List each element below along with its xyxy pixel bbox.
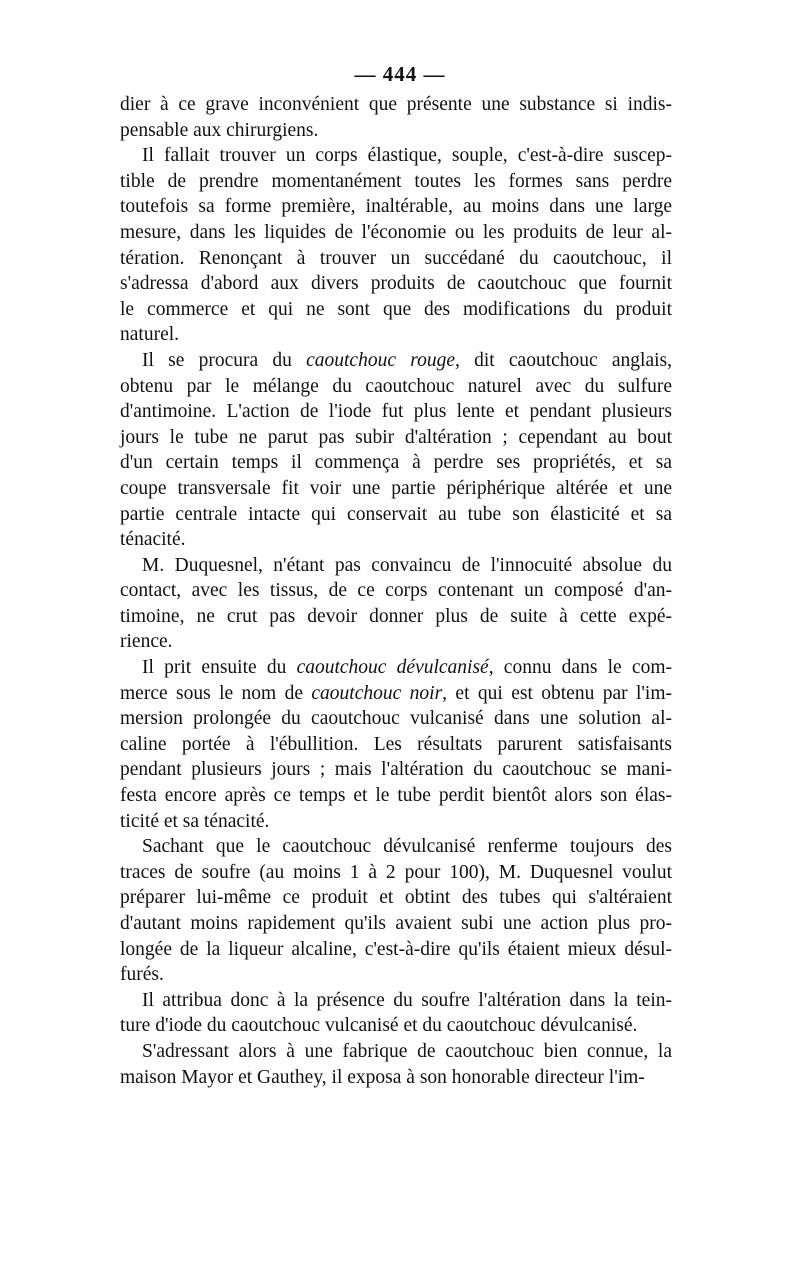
paragraph bbox=[120, 143, 672, 348]
text-line bbox=[120, 962, 672, 988]
paragraph bbox=[120, 655, 672, 834]
text-line bbox=[120, 476, 672, 502]
text-line bbox=[120, 348, 672, 374]
text-line bbox=[120, 246, 672, 272]
text-segment: le commerce et qui ne sont que des modifications du produit bbox=[120, 298, 672, 320]
text-segment: mersion prolongée du caoutchouc vulcanisé dans une solution al- bbox=[120, 708, 672, 730]
text-segment: préparer lui-même ce produit et obtint des tubes qui s'altéraient bbox=[120, 887, 672, 909]
text-segment: Il attribua donc à la présence du soufre l'altération dans la tein- bbox=[142, 989, 672, 1011]
text-line bbox=[120, 1013, 672, 1039]
text-segment: Il prit ensuite du bbox=[142, 657, 297, 679]
text-segment: caline portée à l'ébullition. Les résultats parurent satisfaisants bbox=[120, 733, 672, 755]
text-segment: , et qui est obtenu par l'im- bbox=[442, 682, 673, 704]
text-segment: pendant plusieurs jours ; mais l'altération du caoutchouc se mani- bbox=[120, 759, 672, 781]
text-segment: M. Duquesnel, n'étant pas convaincu de l'innocuité absolue du bbox=[142, 554, 672, 576]
paragraph bbox=[120, 1039, 672, 1090]
text-line bbox=[120, 911, 672, 937]
text-line bbox=[120, 399, 672, 425]
text-segment: contact, avec les tissus, de ce corps contenant un composé d'an- bbox=[120, 580, 672, 602]
text-line bbox=[120, 1039, 672, 1065]
text-line bbox=[120, 860, 672, 886]
text-line bbox=[120, 322, 672, 348]
paragraph bbox=[120, 348, 672, 553]
text-segment: furés. bbox=[120, 964, 164, 986]
text-segment: toutefois sa forme première, inaltérable, au moins dans une large bbox=[120, 196, 672, 218]
italic-text: caoutchouc dévulcanisé bbox=[296, 657, 489, 679]
text-segment: Il se procura du bbox=[142, 349, 307, 371]
text-line bbox=[120, 732, 672, 758]
text-segment: d'un certain temps il commença à perdre ses propriétés, et sa bbox=[120, 452, 672, 474]
text-line bbox=[120, 885, 672, 911]
text-line bbox=[120, 527, 672, 553]
text-line bbox=[120, 604, 672, 630]
paragraph bbox=[120, 988, 672, 1039]
text-segment: rience. bbox=[120, 631, 173, 653]
paragraph bbox=[120, 834, 672, 988]
text-segment: merce sous le nom de bbox=[120, 682, 312, 704]
text-line bbox=[120, 834, 672, 860]
text-line bbox=[120, 118, 672, 144]
text-segment: S'adressant alors à une fabrique de caoutchouc bien connue, la bbox=[142, 1040, 672, 1062]
text-line bbox=[120, 655, 672, 681]
italic-text: caoutchouc noir bbox=[311, 682, 443, 704]
text-segment: coupe transversale fit voir une partie périphérique altérée et une bbox=[120, 477, 672, 499]
text-line bbox=[120, 681, 672, 707]
text-line bbox=[120, 143, 672, 169]
text-segment: s'adressa d'abord aux divers produits de caoutchouc que fournit bbox=[120, 273, 672, 295]
text-line bbox=[120, 809, 672, 835]
text-segment: partie centrale intacte qui conservait au tube son élasticité et sa bbox=[120, 503, 672, 525]
body-text bbox=[120, 92, 672, 1090]
text-segment: traces de soufre (au moins 1 à 2 pour 100), M. Duquesnel voulut bbox=[120, 861, 672, 883]
text-segment: , dit caoutchouc anglais, bbox=[454, 349, 673, 371]
text-line bbox=[120, 937, 672, 963]
text-line bbox=[120, 297, 672, 323]
text-line bbox=[120, 450, 672, 476]
text-segment: obtenu par le mélange du caoutchouc naturel avec du sulfure bbox=[120, 375, 672, 397]
paragraph bbox=[120, 553, 672, 655]
text-line bbox=[120, 757, 672, 783]
text-line bbox=[120, 988, 672, 1014]
text-line bbox=[120, 1065, 672, 1091]
text-segment: dier à ce grave inconvénient que présente une substance si indis- bbox=[120, 94, 672, 115]
text-segment: ticité et sa ténacité. bbox=[120, 810, 270, 832]
text-line bbox=[120, 220, 672, 246]
text-line bbox=[120, 169, 672, 195]
text-line bbox=[120, 425, 672, 451]
text-segment: ténacité. bbox=[120, 529, 186, 551]
text-segment: Sachant que le caoutchouc dévulcanisé renferme toujours des bbox=[142, 836, 672, 858]
text-segment: maison Mayor et Gauthey, il exposa à son honorable directeur l'im- bbox=[120, 1066, 645, 1088]
text-segment: d'autant moins rapidement qu'ils avaient subi une action plus pro- bbox=[120, 913, 672, 934]
text-line bbox=[120, 92, 672, 118]
text-segment: jours le tube ne parut pas subir d'altération ; cependant au bout bbox=[120, 426, 672, 448]
italic-text: caoutchouc rouge bbox=[306, 349, 455, 371]
text-segment: , connu dans le com- bbox=[488, 657, 672, 679]
text-segment: pensable aux chirurgiens. bbox=[120, 119, 319, 141]
text-segment: Il fallait trouver un corps élastique, souple, c'est-à-dire suscep- bbox=[142, 145, 672, 167]
text-line bbox=[120, 502, 672, 528]
text-segment: festa encore après ce temps et le tube perdit bientôt alors son élas- bbox=[120, 785, 672, 807]
text-line bbox=[120, 194, 672, 220]
paragraph bbox=[120, 92, 672, 143]
text-line bbox=[120, 374, 672, 400]
text-line bbox=[120, 553, 672, 579]
text-line bbox=[120, 706, 672, 732]
page-number: — 444 — bbox=[354, 62, 446, 86]
text-line bbox=[120, 578, 672, 604]
text-segment: longée de la liqueur alcaline, c'est-à-dire qu'ils étaient mieux désul- bbox=[120, 938, 672, 960]
text-segment: mesure, dans les liquides de l'économie ou les produits de leur al- bbox=[120, 221, 672, 243]
text-segment: timoine, ne crut pas devoir donner plus de suite à cette expé- bbox=[120, 605, 672, 627]
text-segment: naturel. bbox=[120, 324, 180, 346]
text-segment: tération. Renonçant à trouver un succédané du caoutchouc, il bbox=[120, 247, 672, 269]
text-segment: tible de prendre momentanément toutes les formes sans perdre bbox=[120, 170, 672, 192]
text-line bbox=[120, 783, 672, 809]
text-segment: d'antimoine. L'action de l'iode fut plus lente et pendant plusieurs bbox=[120, 401, 672, 423]
text-line bbox=[120, 629, 672, 655]
text-segment: ture d'iode du caoutchouc vulcanisé et du caoutchouc dévulcanisé. bbox=[120, 1015, 638, 1037]
text-line bbox=[120, 271, 672, 297]
